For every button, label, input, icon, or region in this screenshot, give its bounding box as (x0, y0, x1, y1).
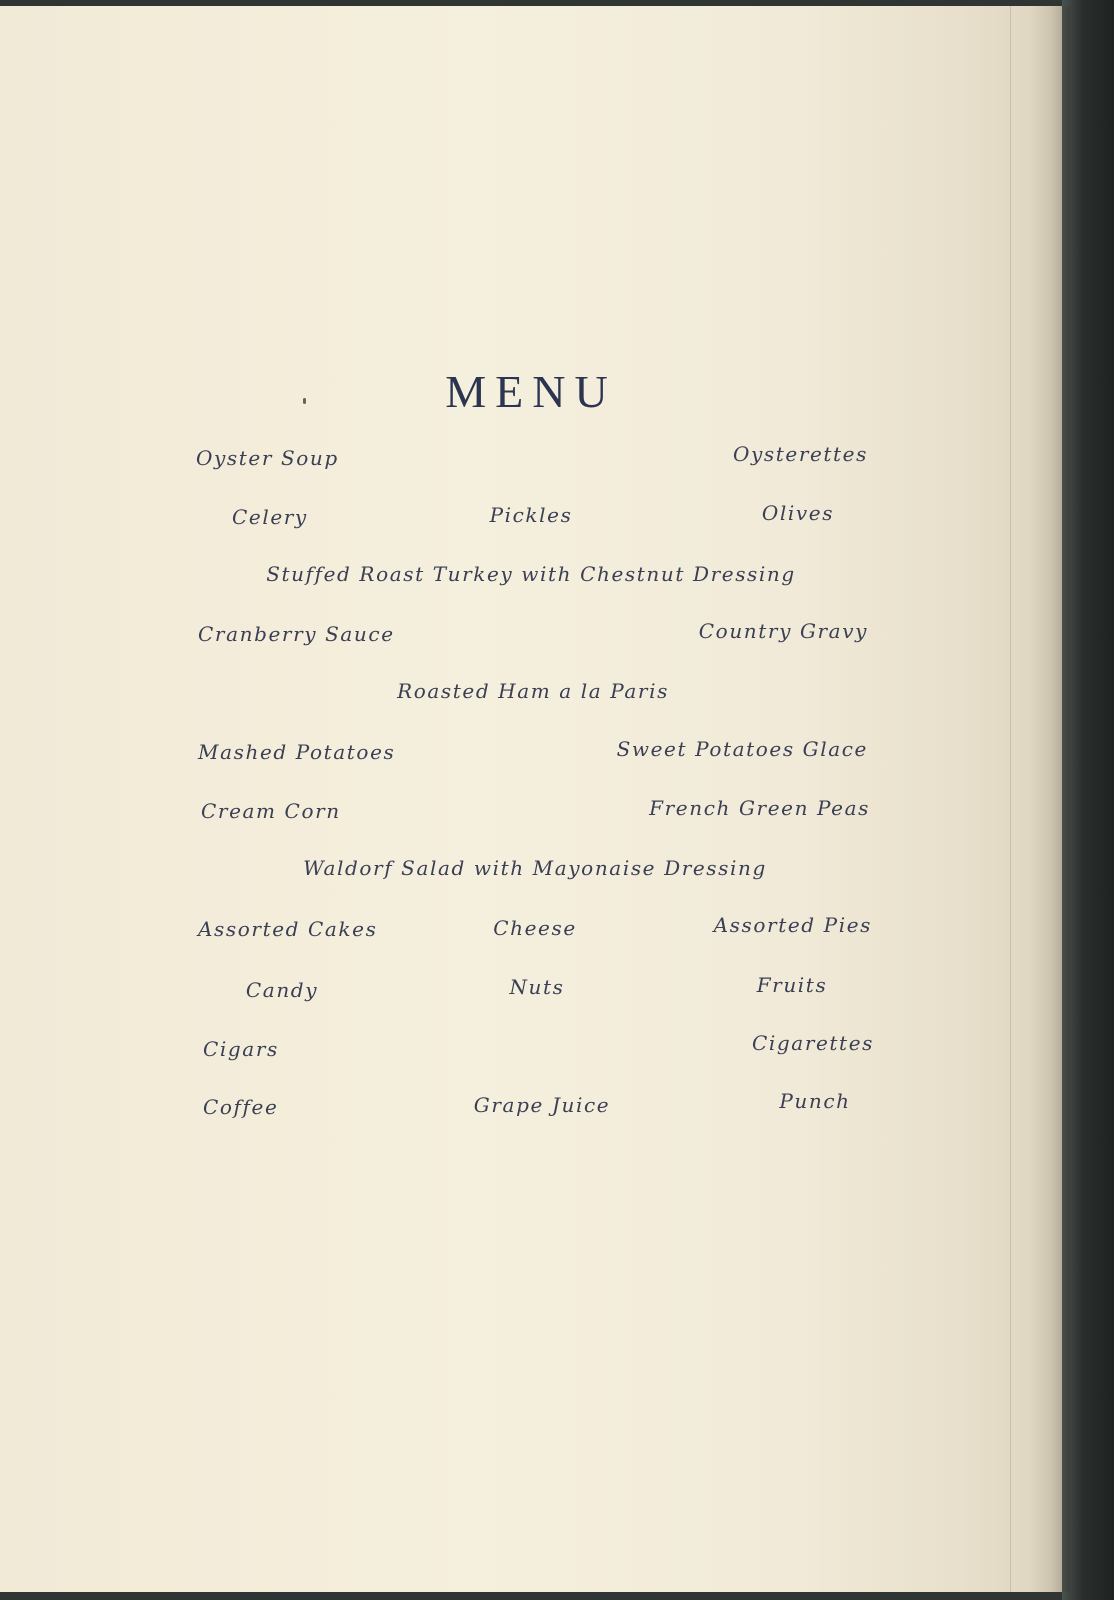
menu-item-mashed-potatoes: Mashed Potatoes (198, 740, 396, 764)
menu-item-punch: Punch (779, 1089, 851, 1113)
menu-item-olives: Olives (761, 501, 835, 525)
menu-item-cigars: Cigars (203, 1037, 279, 1061)
menu-title: MENU (445, 366, 617, 417)
menu-item-grape-juice: Grape Juice (473, 1093, 611, 1117)
menu-item-pickles: Pickles (489, 503, 573, 527)
menu-item-oyster-soup: Oyster Soup (196, 446, 339, 470)
menu-item-candy: Candy (245, 978, 319, 1002)
menu-item-cream-corn: Cream Corn (201, 799, 341, 823)
page-shadow (1030, 6, 1070, 1592)
menu-item-turkey: Stuffed Roast Turkey with Chestnut Dressing (266, 562, 796, 586)
menu-item-nuts: Nuts (509, 975, 565, 999)
menu-item-waldorf-salad: Waldorf Salad with Mayonaise Dressing (303, 856, 767, 880)
menu-item-cranberry-sauce: Cranberry Sauce (198, 622, 395, 646)
menu-item-oysterettes: Oysterettes (732, 442, 868, 466)
menu-item-country-gravy: Country Gravy (698, 619, 868, 643)
menu-item-cigarettes: Cigarettes (752, 1031, 874, 1055)
menu-item-celery: Celery (232, 505, 308, 529)
menu-item-assorted-pies: Assorted Pies (713, 913, 872, 937)
menu-page (0, 6, 1062, 1592)
menu-item-assorted-cakes: Assorted Cakes (198, 917, 378, 941)
menu-item-roasted-ham: Roasted Ham a la Paris (397, 679, 669, 703)
page-fold-line (1010, 6, 1011, 1592)
menu-item-green-peas: French Green Peas (649, 796, 870, 820)
menu-item-coffee: Coffee (203, 1095, 279, 1119)
menu-item-cheese: Cheese (493, 916, 577, 940)
menu-item-sweet-potatoes: Sweet Potatoes Glace (616, 737, 868, 761)
menu-item-fruits: Fruits (756, 973, 828, 997)
